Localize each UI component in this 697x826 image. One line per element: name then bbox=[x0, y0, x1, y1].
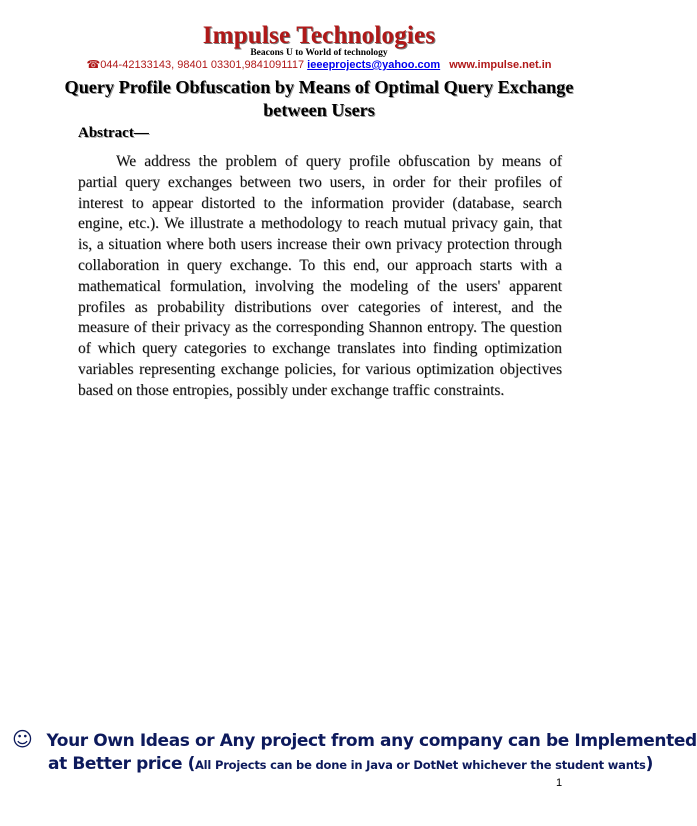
company-name: Impulse Technologies bbox=[202, 22, 436, 49]
abstract-heading: Abstract— bbox=[78, 125, 149, 141]
email-link[interactable]: ieeeprojects@yahoo.com bbox=[307, 59, 441, 71]
company-tagline: Beacons U to World of technology bbox=[250, 48, 388, 58]
promo-line-1 bbox=[12, 727, 697, 751]
document-title: Query Profile Obfuscation by Means of Optimal Query Exchange between Users bbox=[64, 77, 574, 120]
telephone-icon: ☎ bbox=[86, 59, 101, 71]
page-number: 1 bbox=[556, 777, 563, 789]
promo-paren-close: ) bbox=[645, 754, 654, 774]
promo-paren-open: ( bbox=[187, 754, 195, 774]
promo-line-2 bbox=[48, 754, 653, 774]
promo-note: All Projects can be done in Java or DotNet whichever the student wants bbox=[194, 758, 646, 772]
promo-text-2: at Better price bbox=[48, 754, 183, 774]
smiley-icon: ☺ bbox=[12, 727, 33, 751]
phone-numbers: 044-42133143, 98401 03301,9841091117 bbox=[100, 59, 305, 71]
promo-text-1: Your Own Ideas or Any project from any company can be Implemented bbox=[46, 731, 697, 751]
website-text: www.impulse.net.in bbox=[449, 59, 552, 71]
contact-line bbox=[0, 58, 638, 71]
abstract-body: We address the problem of query profile obfuscation by means of partial query exchanges between two users, in order for their profiles of interest to appear distorted to the information provider (database, search engine, etc.). We illustrate a methodology to reach mutual privacy gain, that is, a situation where both users increase their own privacy protection through collaboration in query exchange. To this end, our approach starts with a mathematical formulation, involving the modeling of the users' apparent profiles as probability distributions over categories of interest, and the measure of their privacy as the corresponding Shannon entropy. The question of which query categories to exchange translates into finding optimization variables representing exchange policies, for various optimization objectives based on those entropies, possibly under exchange traffic constraints. bbox=[78, 153, 562, 399]
